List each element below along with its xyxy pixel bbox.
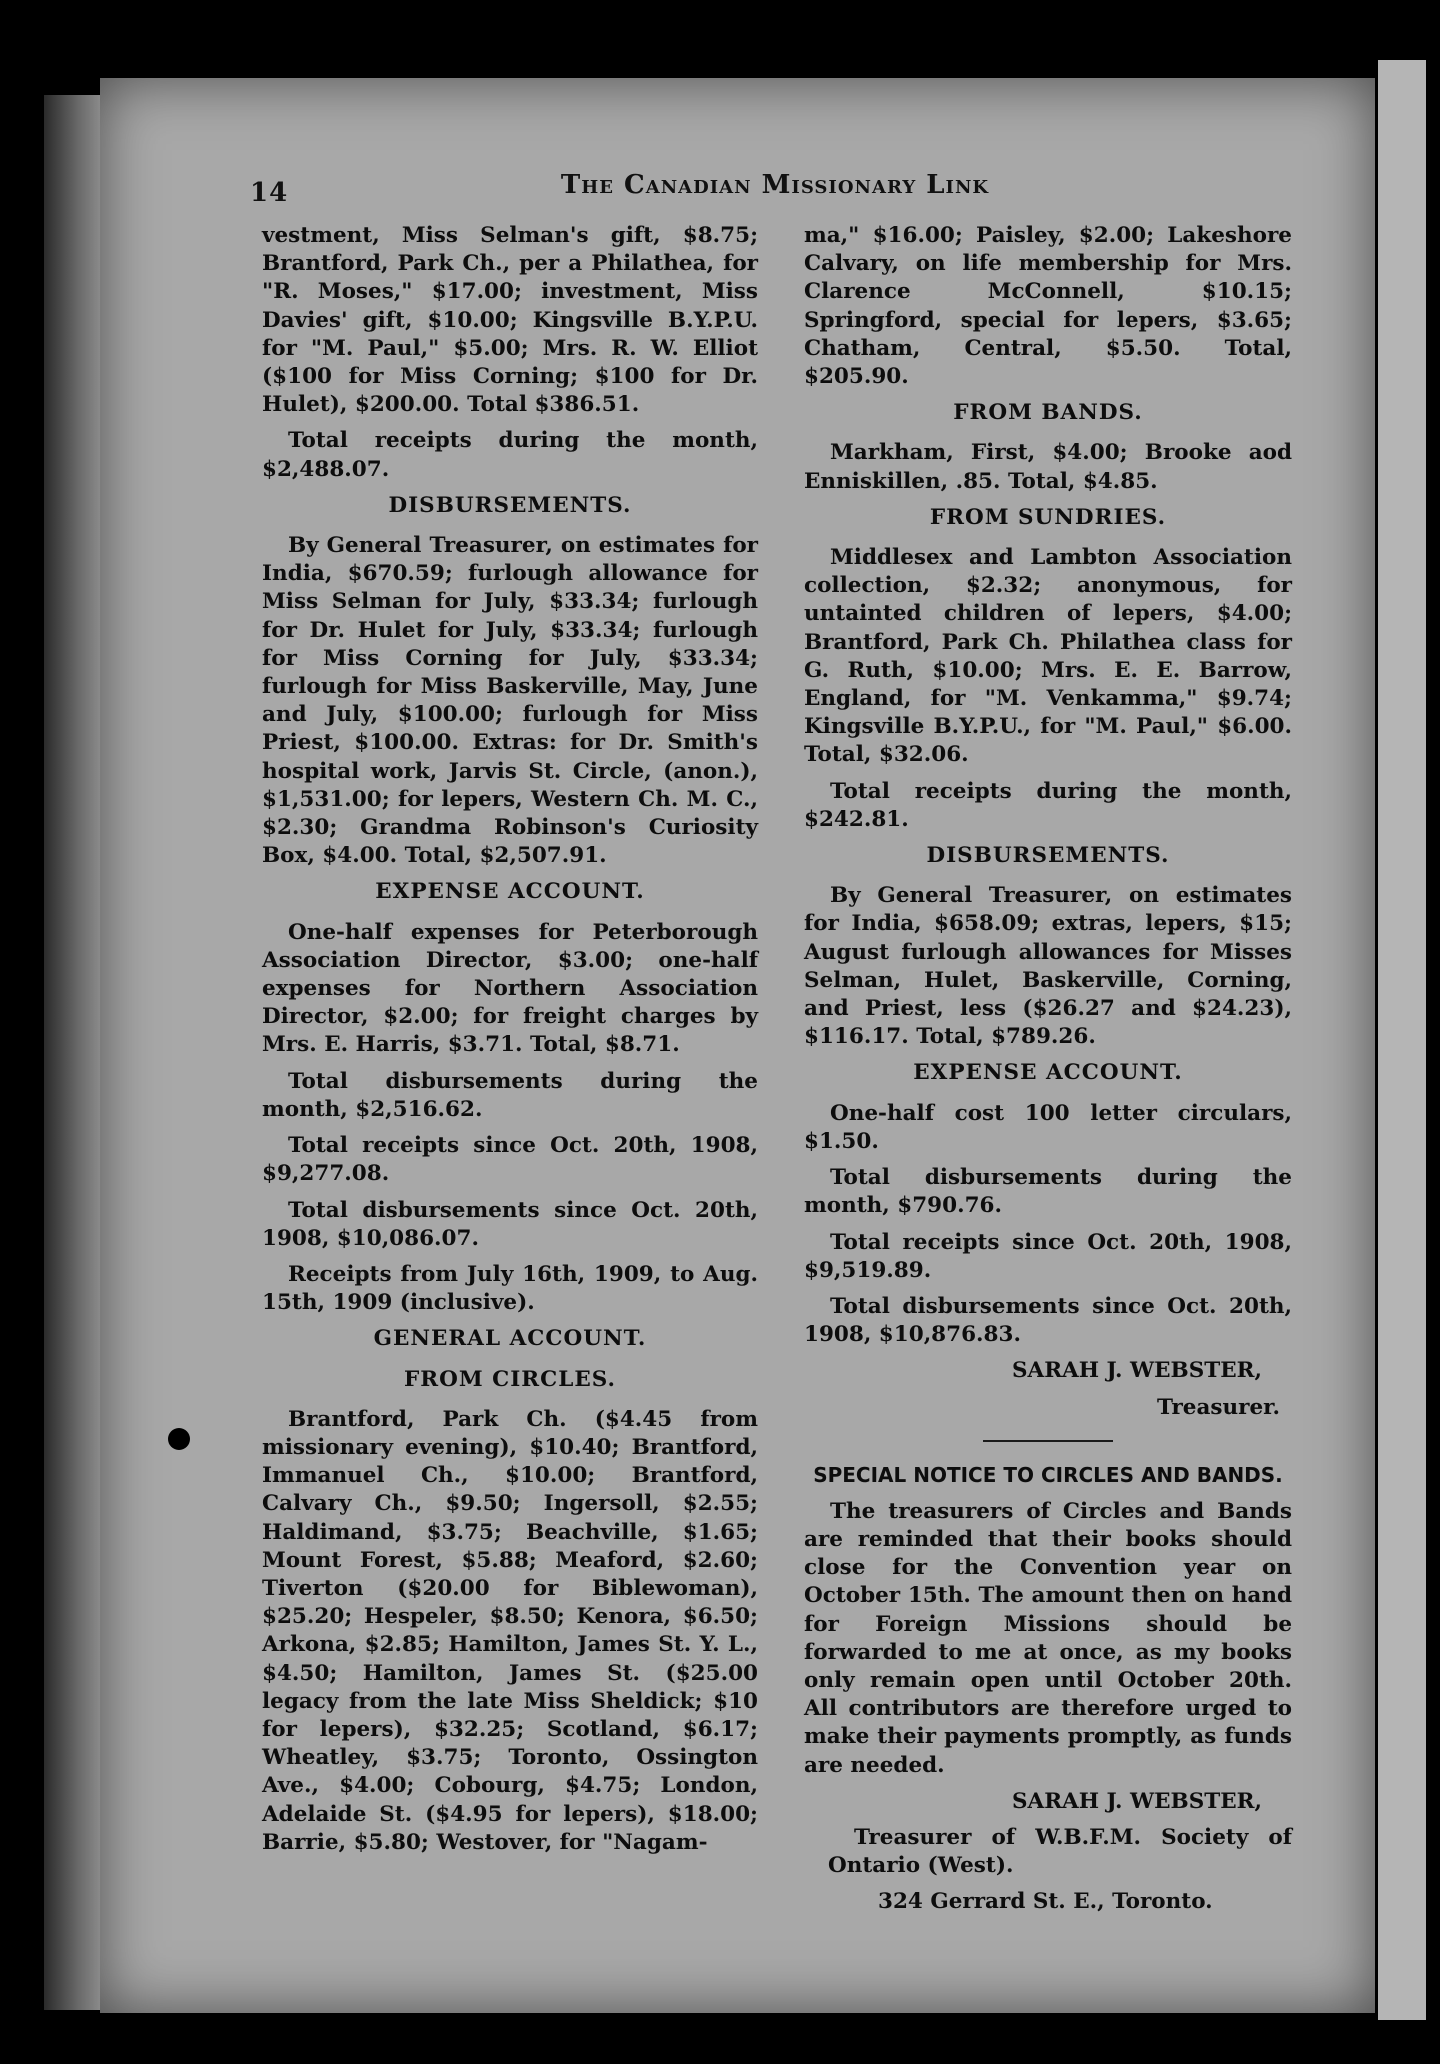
section-heading: DISBURSEMENTS. — [388, 492, 632, 518]
paragraph: One-half cost 100 letter circulars, $1.50. — [804, 1100, 1292, 1154]
section-heading: EXPENSE ACCOUNT. — [913, 1060, 1183, 1086]
address: 324 Gerrard St. E., Toronto. — [878, 1889, 1213, 1915]
paragraph: Total disbursements during the month, $2,516.62. — [262, 1068, 758, 1122]
section-heading: FROM CIRCLES. — [403, 1366, 617, 1392]
journal-title: The Canadian Missionary Link — [560, 170, 990, 200]
section-heading: FROM BANDS. — [953, 400, 1143, 426]
signature-name: SARAH J. WEBSTER, — [1011, 1788, 1262, 1814]
facing-page-strip — [1378, 60, 1426, 2020]
paragraph: Total disbursements since Oct. 20th, 1908, $10,876.83. — [804, 1293, 1292, 1348]
signature-name: SARAH J. WEBSTER, — [1011, 1358, 1262, 1384]
paragraph: By General Treasurer, on estimates for India, $658.09; extras, lepers, $15; August furlough allowances for Misses Selman, Hulet, Baskerville, Corning, and Priest, less ($26.27 and $24.23), $116.17. Total, $789.26. — [804, 883, 1292, 1050]
section-heading: FROM SUNDRIES. — [929, 504, 1167, 530]
notice-heading: SPECIAL NOTICE TO CIRCLES AND BANDS. — [813, 1462, 1283, 1487]
right-column — [804, 222, 1292, 1925]
signature-title: Treasurer. — [1157, 1394, 1280, 1420]
punch-hole-mark — [168, 1428, 190, 1450]
page-edge-shadow — [44, 95, 102, 2010]
notice-paragraph: The treasurers of Circles and Bands are reminded that their books should close for the Convention year on October 15th. The amount then on hand for Foreign Missions should be forwarded to me at once, as my books only remain open until October 20th. All contributors are therefore urged to make their payments promptly, as funds are needed. — [804, 1498, 1292, 1778]
paragraph: Total receipts during the month, $2,488.07. — [262, 428, 758, 482]
paragraph: Total receipts during the month, $242.81. — [804, 778, 1292, 832]
paragraph: Receipts from July 16th, 1909, to Aug. 15th, 1909 (inclusive). — [262, 1261, 758, 1316]
paragraph: Markham, First, $4.00; Brooke aod Enniskillen, .85. Total, $4.85. — [804, 440, 1292, 494]
left-column — [262, 222, 758, 1865]
paragraph: One-half expenses for Peterborough Association Director, $3.00; one-half expenses for Northern Association Director, $2.00; for freight charges by Mrs. E. Harris, $3.71. Total, $8.71. — [262, 919, 758, 1058]
paragraph: By General Treasurer, on estimates for India, $670.59; furlough allowance for Miss Selman for July, $33.34; furlough for Dr. Hulet for July, $33.34; furlough for Miss Corning for July, $33.34; furlough for Miss Baskerville, May, June and July, $100.00; furlough for Miss Priest, $100.00. Extras: for Dr. Smith's hospital work, Jarvis St. Circle, (anon.), $1,531.00; for lepers, Western Ch. M. C., $2.30; Grandma Robinson's Curiosity Box, $4.00. Total, $2,507.91. — [262, 533, 758, 869]
section-heading: GENERAL ACCOUNT. — [373, 1326, 647, 1352]
paragraph: Total disbursements during the month, $790.76. — [804, 1165, 1292, 1219]
page-number: 14 — [250, 178, 289, 208]
paragraph: Middlesex and Lambton Association collection, $2.32; anonymous, for untainted children of lepers, $4.00; Brantford, Park Ch. Philathea class for G. Ruth, $10.00; Mrs. E. E. Barrow, England, for "M. Venkamma," $9.74; Kingsville B.Y.P.U., for "M. Paul," $6.00. Total, $32.06. — [804, 545, 1292, 768]
paragraph: Total disbursements since Oct. 20th, 1908, $10,086.07. — [262, 1197, 758, 1251]
signature-title: Treasurer of W.B.F.M. Society of Ontario (West). — [828, 1824, 1292, 1879]
paragraph: Total receipts since Oct. 20th, 1908, $9,277.08. — [262, 1133, 758, 1187]
section-heading: EXPENSE ACCOUNT. — [375, 879, 645, 905]
paragraph: Brantford, Park Ch. ($4.45 from missionary evening), $10.40; Brantford, Immanuel Ch., $10.00; Brantford, Calvary Ch., $9.50; Ingersoll, $2.55; Haldimand, $3.75; Beachville, $1.65; Mount Forest, $5.88; Meaford, $2.60; Tiverton ($20.00 for Biblewoman), $25.20; Hespeler, $8.50; Kenora, $6.50; Arkona, $2.85; Hamilton, James St. Y. L., $4.50; Hamilton, James St. ($25.00 legacy from the late Miss Sheldick; $10 for lepers), $32.25; Scotland, $6.17; Wheatley, $3.75; Toronto, Ossington Ave., $4.00; Cobourg, $4.75; London, Adelaide St. ($4.95 for lepers), $18.00; Barrie, $5.80; Westover, for "Nagam- — [262, 1406, 758, 1855]
section-heading: DISBURSEMENTS. — [926, 843, 1170, 869]
paragraph: ma," $16.00; Paisley, $2.00; Lakeshore Calvary, on life membership for Mrs. Clarence McConnell, $10.15; Springford, special for lepers, $3.65; Chatham, Central, $5.50. Total, $205.90. — [804, 223, 1292, 390]
divider-rule — [983, 1440, 1113, 1442]
paragraph: vestment, Miss Selman's gift, $8.75; Brantford, Park Ch., per a Philathea, for "R. Moses," $17.00; investment, Miss Davies' gift, $10.00; Kingsville B.Y.P.U. for "M. Paul," $5.00; Mrs. R. W. Elliot ($100 for Miss Corning; $100 for Dr. Hulet), $200.00. Total $386.51. — [262, 223, 758, 418]
paragraph: Total receipts since Oct. 20th, 1908, $9,519.89. — [804, 1229, 1292, 1283]
